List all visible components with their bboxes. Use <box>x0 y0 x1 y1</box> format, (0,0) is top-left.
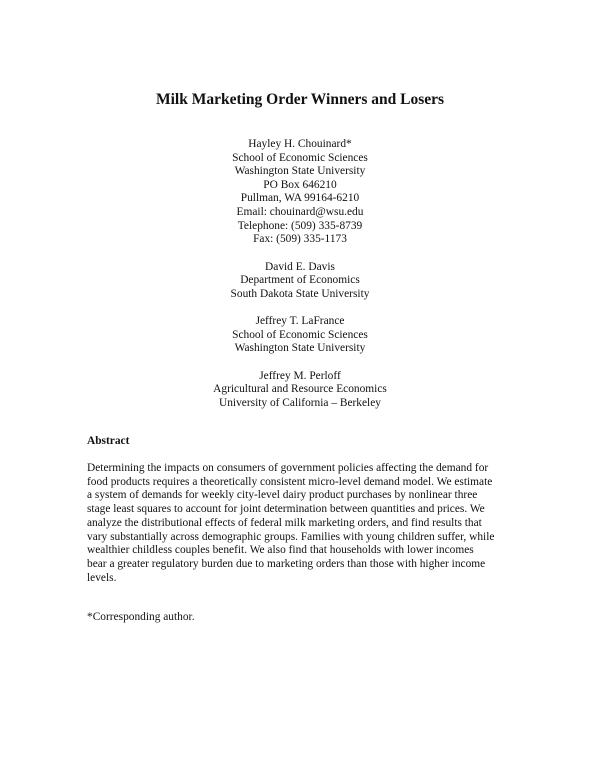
author-name: Jeffrey M. Perloff <box>259 369 341 382</box>
author-city: Pullman, WA 99164-6210 <box>240 192 360 205</box>
author-block-chouinard <box>0 138 600 247</box>
abstract-line: food products requires a theoretically consistent micro-level demand model. We estimate <box>87 475 493 488</box>
author-institution: South Dakota State University <box>230 287 370 300</box>
abstract-heading: Abstract <box>87 435 130 447</box>
author-institution: University of California – Berkeley <box>219 396 381 409</box>
author-fax: Fax: (509) 335-1173 <box>253 233 347 246</box>
author-name: Hayley H. Chouinard* <box>248 138 352 150</box>
author-affiliation: Department of Economics <box>240 274 360 287</box>
abstract-body <box>87 462 527 585</box>
author-affiliation: School of Economic Sciences <box>232 151 368 164</box>
author-po-box: PO Box 646210 <box>263 178 337 191</box>
author-block-perloff <box>0 370 600 411</box>
author-block-lafrance <box>0 315 600 356</box>
author-institution: Washington State University <box>234 342 366 355</box>
author-affiliation: School of Economic Sciences <box>232 328 368 341</box>
abstract-line: analyze the distributional effects of federal milk marketing orders, and find results that <box>87 516 482 529</box>
author-name: David E. Davis <box>265 260 335 273</box>
author-email: Email: chouinard@wsu.edu <box>236 205 364 218</box>
corresponding-author-footnote: *Corresponding author. <box>87 611 195 623</box>
paper-title: Milk Marketing Order Winners and Losers <box>155 91 445 108</box>
abstract-line: stage least squares to account for joint determination between quantities and prices. We <box>87 503 485 516</box>
author-name: Jeffrey T. LaFrance <box>255 315 345 328</box>
author-telephone: Telephone: (509) 335-8739 <box>237 219 363 232</box>
abstract-line: Determining the impacts on consumers of government policies affecting the demand for <box>87 462 489 474</box>
abstract-line: levels. <box>87 571 117 584</box>
author-institution: Washington State University <box>234 165 366 178</box>
author-list <box>0 138 600 424</box>
abstract-line: bear a greater regulatory burden due to marketing orders than those with higher income <box>87 557 486 570</box>
abstract-line: vary substantially across demographic groups. Families with young children suffer, while <box>87 530 495 543</box>
author-affiliation: Agricultural and Resource Economics <box>213 383 387 396</box>
abstract-line: wealthier childless couples benefit. We also find that households with lower incomes <box>87 544 474 557</box>
author-block-davis <box>0 261 600 302</box>
abstract-line: a system of demands for weekly city-level dairy product purchases by nonlinear three <box>87 489 478 502</box>
